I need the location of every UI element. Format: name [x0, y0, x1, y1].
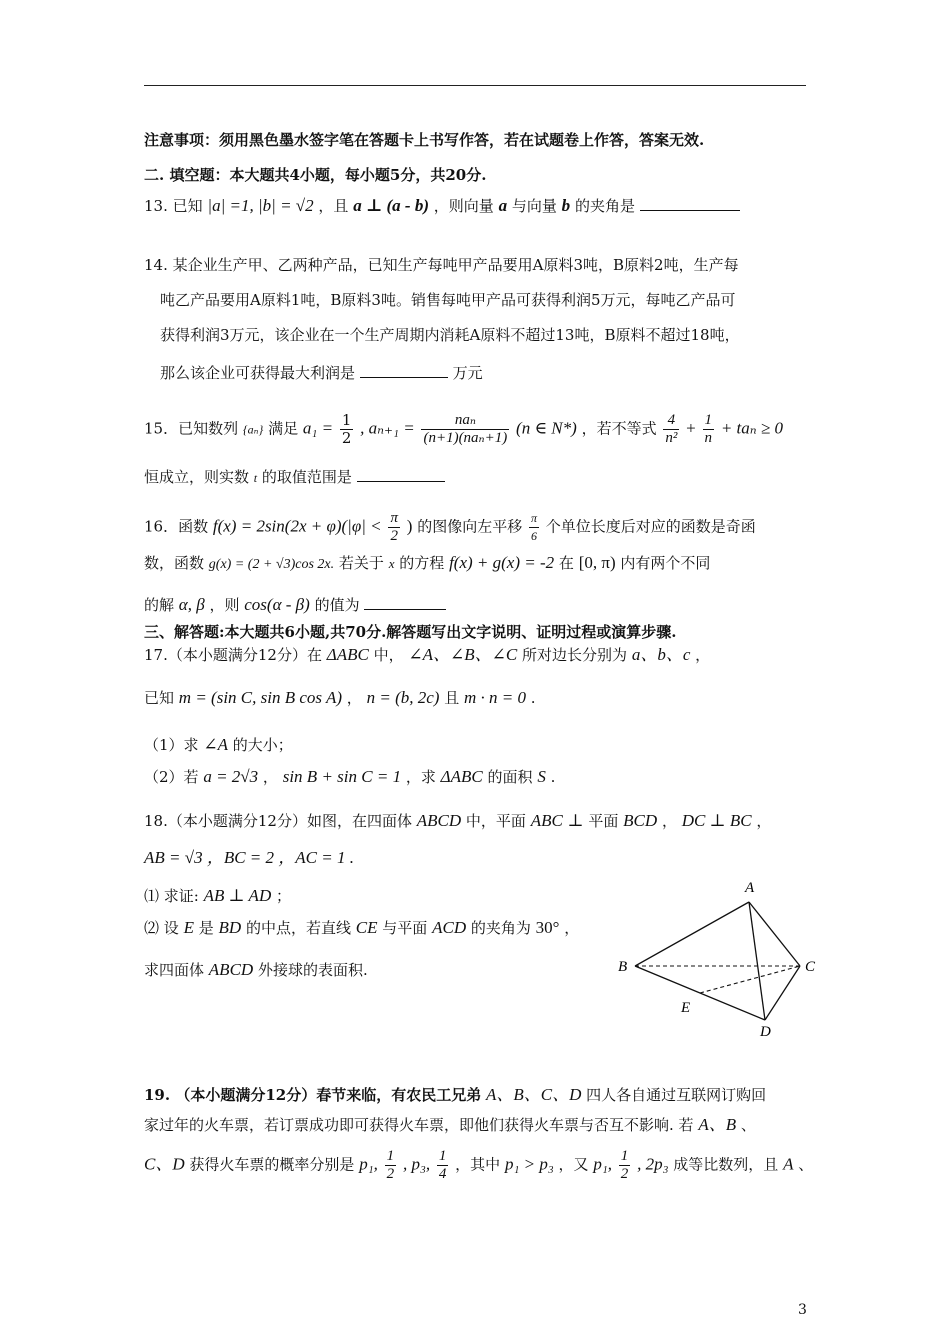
q18-text: 是 — [198, 919, 214, 937]
header-rule — [144, 85, 806, 86]
q15-text: 15．已知数列 — [144, 419, 239, 438]
q13-vector-norms: |a| =1, |b| = √2 — [207, 196, 314, 215]
notice: 注意事项：须用黑色墨水签字笔在答题卡上书写作答，若在试题卷上作答，答案无效. — [144, 131, 705, 149]
q16-text: 的值为 — [314, 596, 360, 614]
q16-text: ，则 — [209, 596, 240, 614]
q18-point-e: E — [183, 918, 194, 937]
q19-inequality: p₁ > p₃ — [504, 1154, 554, 1174]
q16-text: 16．函数 — [144, 517, 209, 536]
q18-text: ， — [661, 812, 677, 830]
q19-quarter: $\frac{1}{4}$ — [438, 1148, 447, 1182]
q16-equation: f(x) + g(x) = -2 — [449, 553, 555, 572]
label-c: C — [805, 959, 816, 975]
q16-interval: [0, π) — [578, 553, 616, 572]
q16-line3 — [144, 595, 446, 615]
q16-text: 内有两个不同 — [620, 554, 711, 572]
q18-text: 的夹角为 — [470, 919, 531, 937]
q17-text: 所对边长分别为 — [522, 646, 628, 664]
q14-line1: 14. 某企业生产甲、乙两种产品，已知生产每吨甲产品要用A原料3吨，B原料2吨，生产每 — [144, 256, 739, 274]
tetrahedron-figure — [612, 870, 827, 1045]
q18-lengths: AB = √3 ，BC = 2 ，AC = 1 . — [144, 848, 354, 867]
q18-text: 求四面体 — [144, 961, 205, 979]
page-number: 3 — [798, 1302, 807, 1318]
q18-part2 — [144, 918, 579, 938]
q19-line3 — [144, 1148, 813, 1183]
q16-gx: g(x) = (2 + √3)cos 2x. — [208, 557, 335, 572]
q14-line2: 吨乙产品要用A原料1吨，B原料3吨。销售每吨甲产品可获得利润5万元，每吨乙产品可 — [160, 291, 736, 309]
q13-perpendicular: a ⊥ (a - b) — [353, 196, 430, 215]
q17-text: 17.（本小题满分12分）在 — [144, 646, 322, 664]
q17-dot-product: m · n = 0 — [464, 688, 527, 707]
q19-text: 获得火车票的概率分别是 — [189, 1155, 355, 1174]
q17-text: 的大小； — [232, 736, 293, 754]
q17-text: . — [550, 768, 556, 786]
q17-text: ， — [262, 768, 278, 786]
q19-half: $\frac{1}{2}$ — [386, 1148, 395, 1182]
q17-line1 — [144, 645, 710, 665]
q15-text: 的取值范围是 — [261, 468, 352, 486]
q15-text: 恒成立，则实数 — [144, 468, 250, 486]
q16-cos: cos(α - β) — [244, 595, 310, 614]
label-a: A — [745, 880, 755, 896]
q14-line4 — [160, 363, 483, 383]
q13-vector-b: b — [561, 196, 571, 215]
q17-text: . — [530, 689, 536, 707]
q17-vector-n: n = (b, 2c) — [366, 688, 440, 707]
q16-fx: f(x) = 2sin(2x + φ)(|φ| < — [212, 516, 382, 536]
q17-text: （2）若 — [144, 768, 199, 786]
q15-recurrence-frac: $\frac{\text{naₙ}}{\text{(n+1)(naₙ+1)}}$ — [423, 412, 508, 446]
q16-text: 的方程 — [399, 554, 445, 572]
q16-text: 的解 — [144, 596, 175, 614]
q18-dc-bc: DC ⊥ BC — [681, 811, 752, 830]
q16-alpha-beta: α, β — [178, 595, 205, 614]
q18-text: 外接球的表面积. — [257, 961, 368, 979]
q18-line-ce: CE — [355, 918, 378, 937]
q14-text: 那么该企业可获得最大利润是 — [160, 364, 356, 382]
q18-segment-bd: BD — [218, 918, 242, 937]
q15-text: 满足 — [268, 419, 299, 438]
q19-a: A — [783, 1154, 794, 1174]
section3-title: 三、解答题:本大题共6小题,共70分.解答题写出文字说明、证明过程或演算步骤. — [144, 623, 677, 641]
q16-pi2: $\frac{\pi}{2}$ — [390, 510, 398, 544]
q18-text: 的中点，若直线 — [245, 919, 351, 937]
q15-an1: , aₙ₊₁ = — [360, 418, 415, 438]
q18-plane-acd: ACD — [432, 918, 467, 937]
q15-text: ，若不等式 — [581, 419, 657, 438]
edge-ab — [635, 902, 749, 966]
q13-prefix: 13. 已知 — [144, 197, 203, 215]
q18-line5 — [144, 960, 368, 980]
q19-text: 、 — [798, 1155, 814, 1174]
q17-text: ，求 — [405, 768, 436, 786]
q17-triangle: ΔABC — [326, 645, 369, 664]
q19-line1 — [144, 1085, 766, 1105]
q16-x: x — [388, 556, 395, 571]
q17-text: （1）求 — [144, 736, 199, 754]
q17-angle-a: ∠A — [203, 735, 228, 754]
q14-answer-blank — [360, 363, 448, 378]
q13-text: ，则向量 — [433, 197, 494, 215]
q19-text: 、 — [740, 1116, 756, 1134]
q19-2p3: , 2p₃ — [637, 1154, 669, 1174]
q19-ab: A、B — [698, 1115, 737, 1134]
q19-text: 家过年的火车票，若订票成功即可获得火车票，即他们获得火车票与否互不影响. 若 — [144, 1116, 694, 1134]
q16-line1 — [144, 510, 756, 545]
q13-vector-a: a — [498, 196, 508, 215]
q17-triangle: ΔABC — [440, 767, 483, 786]
q18-text: 中，平面 — [465, 812, 526, 830]
q19-people: A、B、C、D — [485, 1085, 582, 1104]
q18-tetrahedron: ABCD — [208, 960, 254, 979]
q19-line2 — [144, 1115, 756, 1135]
q15-seq: {aₙ} — [242, 422, 264, 437]
section2-title: 二. 填空题：本大题共4小题，每小题5分，共20分. — [144, 166, 487, 184]
q18-line2 — [144, 848, 354, 868]
q13-text: 的夹角是 — [574, 197, 635, 215]
q16-line2 — [144, 553, 710, 575]
label-b: B — [618, 959, 628, 975]
q18-plane-abc: ABC — [530, 811, 563, 830]
q15-t: t — [253, 471, 258, 485]
q15-frac-1: $\frac{1}{n}$ — [704, 412, 713, 446]
q18-text: 与平面 — [382, 919, 428, 937]
q15-cond: (n ∈ N*) — [516, 418, 577, 438]
q15-line1 — [144, 412, 783, 447]
q18-text: ， — [756, 812, 772, 830]
q15-answer-blank — [357, 467, 445, 482]
q17-text: 中， — [373, 646, 404, 664]
q17-angles: ∠A、∠B、∠C — [408, 645, 518, 664]
q18-text: ⑵ 设 — [144, 919, 179, 937]
q17-line2 — [144, 688, 536, 708]
q18-text: ， — [564, 919, 580, 937]
q14-line3: 获得利润3万元，该企业在一个生产周期内消耗A原料不超过13吨，B原料不超过18吨， — [160, 326, 740, 344]
q17-text: ， — [346, 689, 362, 707]
q15-frac-4: $\frac{4}{\text{n²}}$ — [665, 412, 678, 446]
q14-unit: 万元 — [452, 364, 483, 382]
q16-text: 数，函数 — [144, 554, 205, 572]
q16-text: 个单位长度后对应的函数是奇函 — [545, 517, 756, 536]
q16-text: 在 — [558, 554, 574, 572]
q18-text: 平面 — [588, 812, 619, 830]
q19-text: 19. （本小题满分12分）春节来临，有农民工兄弟 — [144, 1086, 482, 1104]
q16-pi6: $\frac{\pi}{6}$ — [530, 511, 537, 543]
q15-ineq-tail: + taₙ ≥ 0 — [720, 418, 783, 438]
q13-answer-blank — [640, 196, 740, 211]
q17-text: ， — [695, 646, 711, 664]
q17-sin-condition: sin B + sin C = 1 — [282, 767, 402, 786]
q15-half: $\frac{1}{2}$ — [341, 411, 352, 447]
q18-part1 — [144, 886, 291, 906]
q18-line1 — [144, 811, 771, 831]
q16-text: 若关于 — [338, 554, 384, 572]
q19-text: ，又 — [558, 1155, 589, 1174]
q18-tetrahedron: ABCD — [416, 811, 462, 830]
label-e: E — [681, 1000, 691, 1016]
q18-plane-bcd: BCD — [623, 811, 658, 830]
q17-area: S — [537, 767, 546, 786]
q19-half: $\frac{1}{2}$ — [620, 1148, 629, 1182]
q13-text: 与向量 — [511, 197, 557, 215]
q19-cd: C、D — [144, 1154, 185, 1174]
q15-line2 — [144, 467, 445, 488]
q19-text: 四人各自通过互联网订购回 — [586, 1086, 767, 1104]
q18-ab-ad: AB ⊥ AD — [203, 886, 272, 905]
q16-text: 的图像向左平移 — [417, 517, 523, 536]
q18-text: 18.（本小题满分12分）如图，在四面体 — [144, 812, 412, 830]
q17-part2 — [144, 767, 555, 787]
q15-a1: a₁ = — [302, 418, 334, 438]
q18-angle: 30° — [535, 918, 560, 937]
q16-close: ) — [406, 516, 413, 536]
q18-text: ； — [276, 887, 292, 905]
q17-vector-m: m = (sin C, sin B cos A) — [178, 688, 343, 707]
q17-text: 的面积 — [487, 768, 533, 786]
q17-text: 且 — [444, 689, 460, 707]
q17-part1 — [144, 735, 293, 755]
q17-a-value: a = 2√3 — [203, 767, 259, 786]
q16-answer-blank — [364, 595, 446, 610]
q19-p1: p₁, — [359, 1154, 378, 1174]
q15-plus: + — [686, 418, 696, 438]
q13-text: ，且 — [318, 197, 349, 215]
q17-text: 已知 — [144, 689, 175, 707]
label-d: D — [760, 1024, 771, 1040]
q18-perp: ⊥ — [567, 811, 584, 830]
question-13 — [144, 196, 740, 216]
q19-p3: , p₃, — [402, 1154, 431, 1174]
q19-text: ，其中 — [455, 1155, 501, 1174]
q19-text: 成等比数列，且 — [673, 1155, 779, 1174]
q19-p1: p₁, — [593, 1154, 613, 1174]
q18-text: ⑴ 求证: — [144, 887, 199, 905]
q17-sides: a、b、c — [631, 645, 691, 664]
